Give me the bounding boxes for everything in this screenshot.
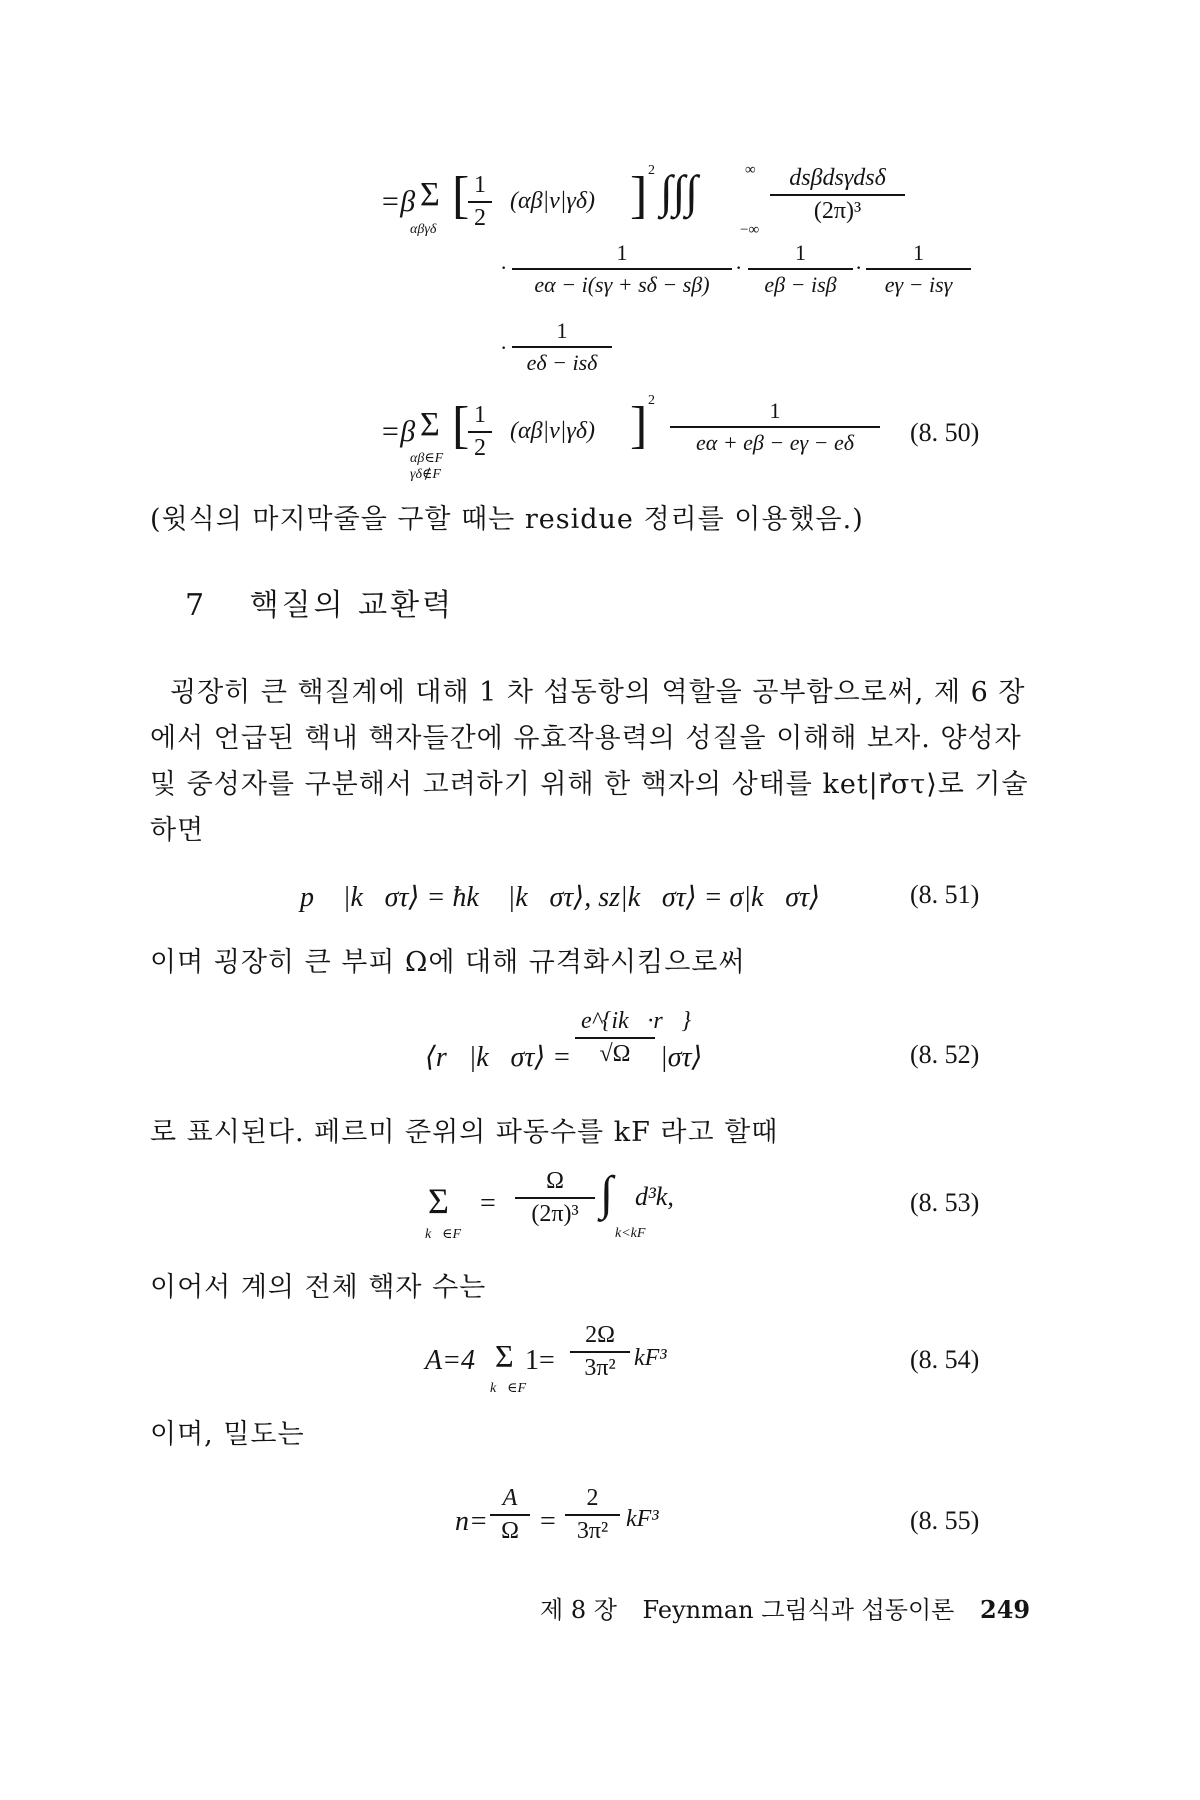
footer-title: Feynman 그림식과 섭동이론	[642, 1596, 955, 1624]
eq50-factor-3-num: 1	[866, 240, 971, 270]
eq50-factor-3-den: eγ − isγ	[884, 272, 953, 297]
eq53-integrand: d³k,	[635, 1182, 674, 1211]
eq50-half-fraction	[468, 172, 492, 232]
eq54-fraction	[570, 1322, 630, 1382]
eq50-dot-1: ·	[500, 255, 508, 280]
eq55-num-2: 2	[565, 1485, 620, 1516]
eq50-half-num: 1	[468, 172, 492, 203]
eq50-half-fraction-2	[468, 402, 492, 462]
eq55-num-1: A	[490, 1485, 530, 1516]
eq53-fraction	[515, 1168, 595, 1228]
eq55-den-2: 3π²	[576, 1518, 609, 1544]
equation-label-8-51: (8. 51)	[910, 880, 980, 909]
eq50-line1-prefix: =β	[380, 185, 416, 218]
eq55-fraction-2	[565, 1485, 620, 1545]
paragraph-4: 이어서 계의 전체 핵자 수는	[150, 1272, 487, 1303]
eq50-measure-num: dsβdsγdsδ	[770, 165, 905, 196]
eq50-sum-symbol: Σ	[420, 176, 440, 213]
eq50-right-bracket-2: ]	[630, 397, 648, 454]
eq50-factor-1-den: eα − i(sγ + sδ − sβ)	[534, 272, 710, 297]
eq50-left-bracket-2: [	[452, 397, 470, 454]
footer-chapter: 제 8 장	[540, 1596, 617, 1624]
eq50-square-2: 2	[648, 393, 655, 408]
eq50-energy-num: 1	[670, 398, 880, 428]
equation-label-8-52: (8. 52)	[910, 1040, 980, 1069]
eq50-energy-den: eα + eβ − eγ − eδ	[696, 430, 854, 455]
eq50-matrix-element: (αβ|v|γδ)	[510, 188, 595, 214]
paragraph-2: 이며 굉장히 큰 부피 Ω에 대해 규격화시킴으로써	[150, 947, 746, 978]
eq50-factor-4-den: eδ − isδ	[526, 350, 598, 375]
eq50-matrix-element-2: (αβ|v|γδ)	[510, 418, 595, 444]
eq53-sum-subscript: k⃗∈F	[425, 1227, 462, 1242]
eq50-lower-limit: −∞	[740, 222, 760, 238]
paragraph-1: 굉장히 큰 핵질계에 대해 1 차 섭동항의 역할을 공부함으로써, 제 6 장에서 언급된 핵내 핵자들간에 유효작용력의 성질을 이해해 보자. 양성자 및 중성자를 구분해서 고려하기 위해 한 핵자의 상태를 ket|r⃗στ⟩로 기술하면	[150, 677, 1029, 846]
eq54-mid: 1=	[525, 1345, 555, 1376]
eq50-sum-subscript-2a: αβ∈F	[410, 451, 444, 466]
eq50-right-bracket: ]	[630, 167, 648, 224]
eq50-factor-4-num: 1	[512, 318, 612, 348]
eq52-den: √Ω	[599, 1041, 631, 1067]
eq54-sum-subscript: k⃗∈F	[490, 1381, 527, 1396]
eq53-num: Ω	[515, 1168, 595, 1199]
equation-label-8-54: (8. 54)	[910, 1345, 980, 1374]
eq54-num: 2Ω	[570, 1322, 630, 1353]
eq53-integral-subscript: k<kF	[615, 1226, 646, 1241]
eq50-integrals: ∫∫∫	[660, 166, 698, 217]
eq50-dot-3: ·	[855, 255, 863, 280]
eq55-tail: kF³	[626, 1506, 659, 1532]
equation-label-8-55: (8. 55)	[910, 1506, 980, 1535]
eq52-left: ⟨r⃗|k⃗στ⟩ =	[425, 1042, 572, 1073]
eq50-measure-fraction	[770, 165, 905, 225]
eq55-fraction-1	[490, 1485, 530, 1545]
section-title: 핵질의 교환력	[249, 588, 455, 623]
eq50-factor-2-num: 1	[748, 240, 853, 270]
equation-8-51: p⃗ |k⃗στ⟩ = ħk⃗ |k⃗στ⟩, sz|k⃗στ⟩ = σ|k⃗στ⟩	[300, 882, 821, 913]
eq50-dot-2: ·	[735, 255, 743, 280]
eq50-half-den: 2	[474, 205, 486, 231]
eq53-den: (2π)³	[531, 1201, 579, 1227]
eq55-mid: =	[540, 1506, 556, 1537]
eq50-factor-3	[866, 240, 971, 298]
residue-remark: (윗식의 마지막줄을 구할 때는 residue 정리를 이용했음.)	[150, 504, 864, 535]
eq55-left: n=	[455, 1506, 488, 1537]
eq50-factor-4	[512, 318, 612, 376]
paragraph-3: 로 표시된다. 페르미 준위의 파동수를 kF 라고 할때	[150, 1117, 779, 1148]
eq53-integral: ∫	[600, 1167, 614, 1220]
eq50-upper-limit: ∞	[745, 162, 756, 178]
eq54-tail: kF³	[634, 1345, 667, 1371]
page-footer	[540, 1590, 1030, 1625]
eq52-right: |στ⟩	[660, 1042, 703, 1073]
eq54-left: A=4	[425, 1345, 475, 1376]
eq53-sum: Σ	[428, 1181, 449, 1221]
eq50-sum-subscript: αβγδ	[410, 222, 437, 237]
paragraph-5: 이며, 밀도는	[150, 1419, 305, 1450]
eq50-dot-4: ·	[500, 335, 508, 360]
eq50-measure-den: (2π)³	[813, 198, 862, 224]
section-heading	[185, 580, 454, 624]
eq50-factor-1	[512, 240, 732, 298]
eq53-equals: =	[480, 1188, 496, 1219]
eq50-factor-2	[748, 240, 853, 298]
eq54-sum: Σ	[495, 1338, 514, 1374]
eq50-sum-symbol-2: Σ	[420, 406, 440, 443]
eq50-half-den-2: 2	[474, 435, 486, 461]
eq50-half-num-2: 1	[468, 402, 492, 433]
footer-page-number: 249	[980, 1595, 1031, 1624]
eq55-den-1: Ω	[501, 1518, 519, 1544]
eq50-sum-subscript-2b: γδ∉F	[410, 467, 441, 482]
eq52-num: e^{ik⃗·r⃗}	[575, 1008, 655, 1039]
equation-label-8-53: (8. 53)	[910, 1188, 980, 1217]
eq50-factor-2-den: eβ − isβ	[764, 272, 837, 297]
eq50-factor-1-num: 1	[512, 240, 732, 270]
section-number: 7	[185, 588, 208, 623]
eq50-line4-prefix: =β	[380, 415, 416, 448]
eq50-energy-fraction	[670, 398, 880, 456]
eq50-left-bracket: [	[452, 167, 470, 224]
eq50-square: 2	[648, 163, 655, 178]
eq54-den: 3π²	[584, 1355, 616, 1381]
equation-label-8-50: (8. 50)	[910, 418, 980, 447]
